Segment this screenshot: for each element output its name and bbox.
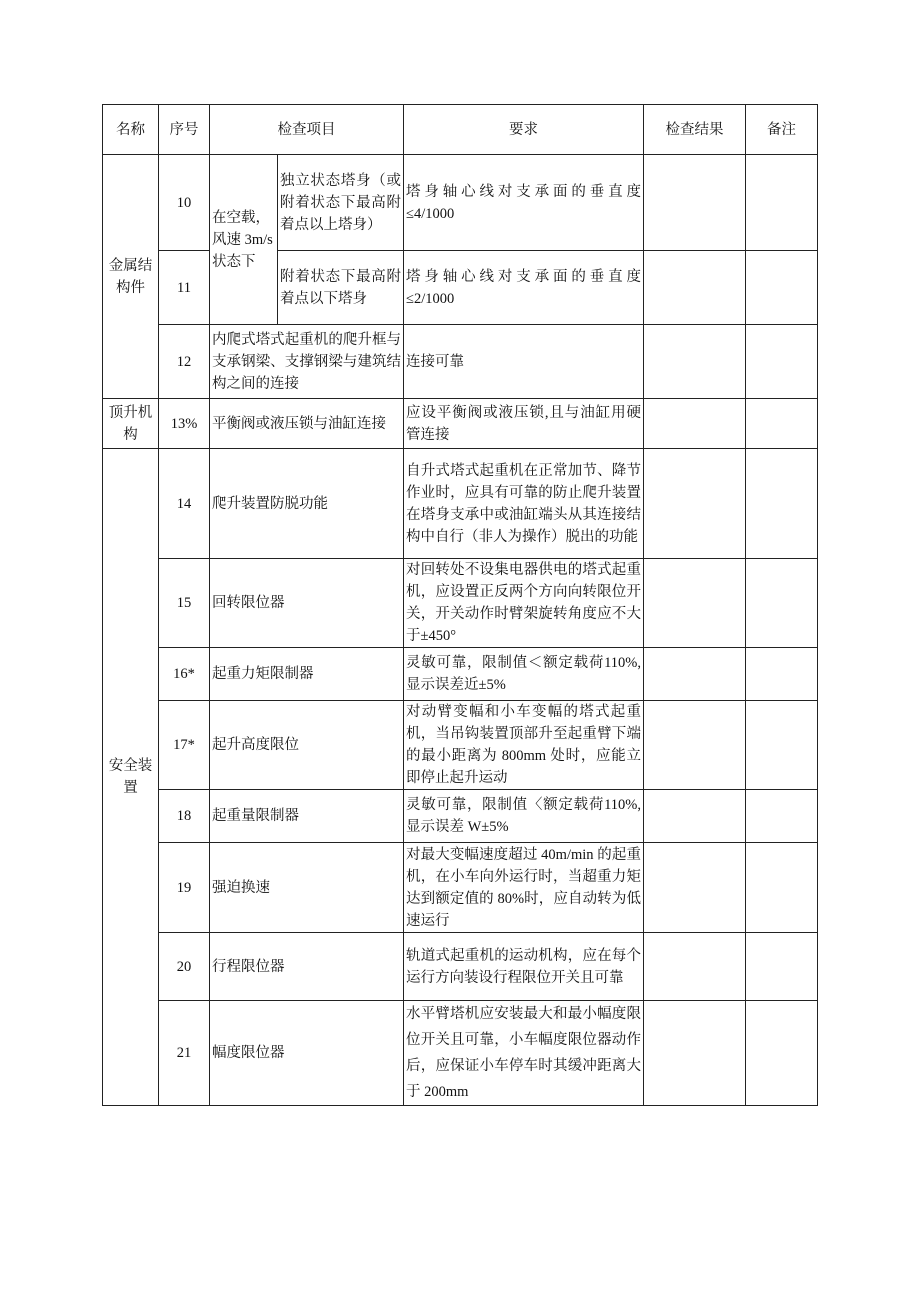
row-condition: 在空载，风速 3m/s状态下 (210, 155, 278, 325)
header-note: 备注 (746, 105, 818, 155)
row-requirement: 灵敏可靠，限制值＜额定载荷110%,显示误差近±5% (404, 648, 644, 701)
row-seq: 18 (159, 790, 210, 843)
table-row (103, 843, 818, 933)
row-sub-item: 附着状态下最高附着点以下塔身 (278, 251, 404, 325)
row-result[interactable] (644, 843, 746, 933)
row-requirement: 应设平衡阀或液压锁,且与油缸用硬管连接 (404, 399, 644, 449)
row-note[interactable] (746, 559, 818, 648)
row-result[interactable] (644, 790, 746, 843)
row-note[interactable] (746, 155, 818, 251)
row-result[interactable] (644, 399, 746, 449)
header-item: 检查项目 (210, 105, 404, 155)
row-result[interactable] (644, 1001, 746, 1106)
group-lift: 顶升机构 (103, 399, 159, 449)
row-requirement: 灵敏可靠，限制值〈额定载荷110%,显示误差 W±5% (404, 790, 644, 843)
row-requirement: 对动臂变幅和小车变幅的塔式起重机，当吊钩装置顶部升至起重臂下端的最小距离为 800mm 处时，应能立即停止起升运动 (404, 701, 644, 790)
table-row (103, 559, 818, 648)
row-note[interactable] (746, 843, 818, 933)
row-item: 起重力矩限制器 (210, 648, 404, 701)
row-item: 平衡阀或液压锁与油缸连接 (210, 399, 404, 449)
header-row (103, 105, 818, 155)
row-requirement: 对最大变幅速度超过 40m/min 的起重机，在小车向外运行时，当超重力矩达到额定值的 80%时，应自动转为低速运行 (404, 843, 644, 933)
row-result[interactable] (644, 325, 746, 399)
table-row (103, 701, 818, 790)
row-note[interactable] (746, 933, 818, 1001)
row-note[interactable] (746, 1001, 818, 1106)
row-item: 幅度限位器 (210, 1001, 404, 1106)
row-result[interactable] (644, 449, 746, 559)
table-row (103, 325, 818, 399)
row-item: 起升高度限位 (210, 701, 404, 790)
row-seq: 19 (159, 843, 210, 933)
group-metal: 金属结构件 (103, 155, 159, 399)
row-seq: 14 (159, 449, 210, 559)
row-seq: 17* (159, 701, 210, 790)
row-note[interactable] (746, 449, 818, 559)
row-result[interactable] (644, 701, 746, 790)
row-note[interactable] (746, 325, 818, 399)
header-seq: 序号 (159, 105, 210, 155)
table-row (103, 155, 818, 251)
row-note[interactable] (746, 648, 818, 701)
row-requirement: 水平臂塔机应安装最大和最小幅度限位开关且可靠，小车幅度限位器动作后，应保证小车停车时其缓冲距离大于 200mm (404, 1001, 644, 1106)
table-row (103, 648, 818, 701)
row-seq: 20 (159, 933, 210, 1001)
row-result[interactable] (644, 155, 746, 251)
row-result[interactable] (644, 933, 746, 1001)
row-seq: 10 (159, 155, 210, 251)
row-requirement: 轨道式起重机的运动机构，应在每个运行方向装设行程限位开关且可靠 (404, 933, 644, 1001)
table-row (103, 1001, 818, 1106)
row-seq: 13% (159, 399, 210, 449)
table-row (103, 790, 818, 843)
inspection-table (102, 104, 818, 1106)
row-requirement: 塔身轴心线对支承面的垂直度≤2/1000 (404, 251, 644, 325)
header-name: 名称 (103, 105, 159, 155)
row-seq: 11 (159, 251, 210, 325)
row-note[interactable] (746, 251, 818, 325)
row-item: 强迫换速 (210, 843, 404, 933)
row-item: 回转限位器 (210, 559, 404, 648)
row-seq: 16* (159, 648, 210, 701)
row-seq: 15 (159, 559, 210, 648)
header-result: 检查结果 (644, 105, 746, 155)
row-note[interactable] (746, 701, 818, 790)
row-requirement: 连接可靠 (404, 325, 644, 399)
row-result[interactable] (644, 251, 746, 325)
row-item: 爬升装置防脱功能 (210, 449, 404, 559)
group-safety: 安全装置 (103, 449, 159, 1106)
row-note[interactable] (746, 399, 818, 449)
row-note[interactable] (746, 790, 818, 843)
row-seq: 12 (159, 325, 210, 399)
row-requirement: 塔身轴心线对支承面的垂直度≤4/1000 (404, 155, 644, 251)
row-result[interactable] (644, 559, 746, 648)
row-result[interactable] (644, 648, 746, 701)
table-row (103, 933, 818, 1001)
row-item: 内爬式塔式起重机的爬升框与支承钢梁、支撑钢梁与建筑结构之间的连接 (210, 325, 404, 399)
table-row (103, 449, 818, 559)
table-row (103, 399, 818, 449)
row-requirement: 对回转处不设集电器供电的塔式起重机，应设置正反两个方向向转限位开关，开关动作时臂架旋转角度应不大于±450° (404, 559, 644, 648)
row-sub-item: 独立状态塔身（或附着状态下最高附着点以上塔身） (278, 155, 404, 251)
header-requirement: 要求 (404, 105, 644, 155)
row-requirement: 自升式塔式起重机在正常加节、降节作业时，应具有可靠的防止爬升装置在塔身支承中或油缸端头从其连接结构中自行（非人为操作）脱出的功能 (404, 449, 644, 559)
row-item: 行程限位器 (210, 933, 404, 1001)
row-item: 起重量限制器 (210, 790, 404, 843)
row-seq: 21 (159, 1001, 210, 1106)
